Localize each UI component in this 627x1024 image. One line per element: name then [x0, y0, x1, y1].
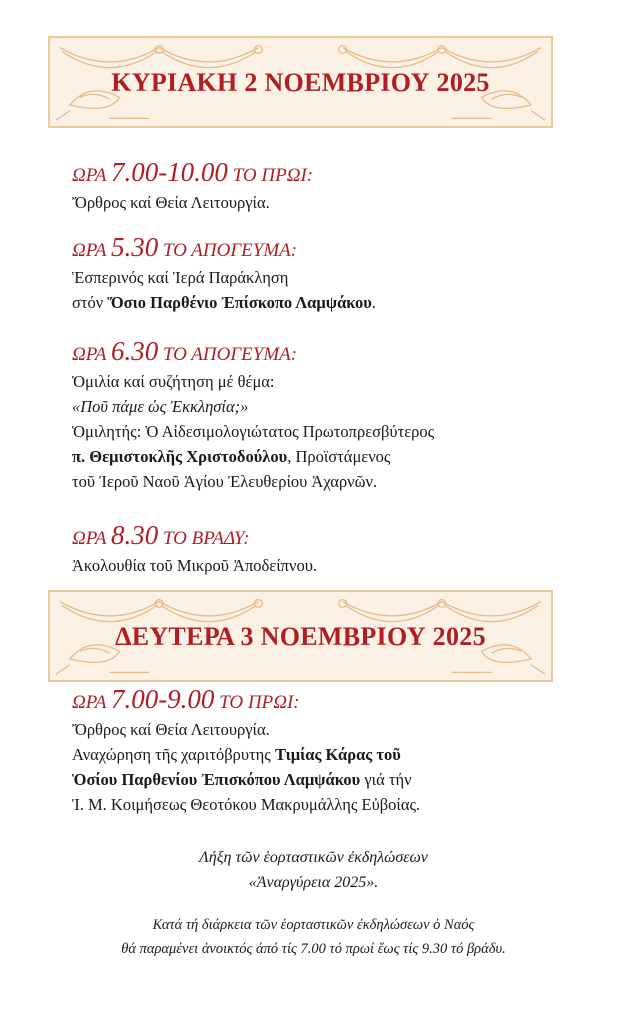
banner-date-text: ΚΥΡΙΑΚΗ 2 ΝΟΕΜΒΡΙΟΥ 2025 [111, 68, 490, 97]
time-value: 7.00-9.00 [110, 684, 215, 714]
time-suffix: ΤΟ ΑΠΟΓΕΥΜΑ: [158, 240, 298, 261]
event-lecture [72, 337, 592, 494]
time-suffix: ΤΟ ΠΡΩΙ: [214, 692, 300, 713]
opening-hours-note: θά παραμένει ἀνοικτός ἀπό τίς 7.00 τό πρωί ἕως τίς 9.30 τό βράδυ. [121, 941, 506, 957]
event-description: Ἱ. Μ. Κοιμήσεως Θεοτόκου Μακρυμάλλης Εὐβοίας. [72, 795, 421, 814]
time-prefix: ΩΡΑ [72, 240, 111, 261]
date-banner-monday [48, 590, 553, 682]
time-value: 5.30 [110, 232, 159, 262]
time-value: 8.30 [110, 520, 159, 550]
text-run: . [371, 293, 376, 312]
time-prefix: ΩΡΑ [72, 692, 111, 713]
text-run: γιά τήν [360, 770, 412, 789]
text-run: στόν [72, 293, 108, 312]
lecture-topic: «Ποῦ πάμε ὡς Ἐκκλησία;» [72, 397, 249, 416]
time-value: 7.00-10.00 [110, 157, 228, 187]
event-description [72, 767, 592, 792]
time-prefix: ΩΡΑ [72, 344, 111, 365]
event-time-heading [72, 521, 592, 553]
event-vespers [72, 233, 592, 315]
event-description: Ἑσπερινός καί Ἱερά Παράκληση [72, 268, 289, 287]
event-description [72, 742, 592, 767]
event-description: τοῦ Ἱεροῦ Ναοῦ Ἁγίου Ἐλευθερίου Ἀχαρνῶν. [72, 472, 378, 491]
time-suffix: ΤΟ ΒΡΑΔΥ: [158, 528, 250, 549]
time-suffix: ΤΟ ΑΠΟΓΕΥΜΑ: [158, 344, 298, 365]
event-time-heading [72, 158, 592, 190]
time-value: 6.30 [110, 336, 159, 366]
date-banner-sunday [48, 36, 553, 128]
event-morning-service [72, 158, 592, 215]
saint-name: Ὁσίου Παρθενίου Ἐπισκόπου Λαμψάκου [72, 770, 361, 789]
time-prefix: ΩΡΑ [72, 165, 111, 186]
event-description: Ὁμιλία καί συζήτηση μέ θέμα: [72, 372, 275, 391]
opening-hours-note: Κατά τή διάρκεια τῶν ἑορταστικῶν ἐκδηλώσεων ὁ Ναός [152, 917, 475, 933]
saint-name: Ὅσιο Παρθένιο Ἐπίσκοπο Λαμψάκου [107, 293, 372, 312]
event-description: Ὁμιλητής: Ὁ Αἰδεσιμολογιώτατος Πρωτοπρεσβύτερος [72, 422, 435, 441]
relic-name: Τιμίας Κάρας τοῦ [274, 745, 401, 764]
time-suffix: ΤΟ ΠΡΩΙ: [227, 165, 314, 186]
event-description [72, 290, 592, 315]
closing-note-line: «Ἀναργύρεια 2025». [248, 874, 379, 891]
event-compline [72, 521, 592, 578]
text-run: Αναχώρηση τῆς χαριτόβρυτης [72, 745, 275, 764]
event-morning-service-day2 [72, 685, 592, 817]
time-prefix: ΩΡΑ [72, 528, 111, 549]
event-time-heading [72, 685, 592, 717]
text-run: , Προϊστάμενος [287, 447, 391, 466]
event-description: Ὄρθρος καί Θεία Λειτουργία. [72, 193, 270, 212]
event-time-heading [72, 233, 592, 265]
closing-note-line: Λήξη τῶν ἑορταστικῶν ἐκδηλώσεων [199, 849, 428, 866]
event-description [72, 444, 592, 469]
event-time-heading [72, 337, 592, 369]
event-description: Ὄρθρος καί Θεία Λειτουργία. [72, 720, 270, 739]
banner-date-text: ΔΕΥΤΕΡΑ 3 ΝΟΕΜΒΡΙΟΥ 2025 [115, 622, 486, 651]
event-description: Ἀκολουθία τοῦ Μικροῦ Ἀποδείπνου. [72, 556, 318, 575]
speaker-name: π. Θεμιστοκλῆς Χριστοδούλου [72, 447, 288, 466]
